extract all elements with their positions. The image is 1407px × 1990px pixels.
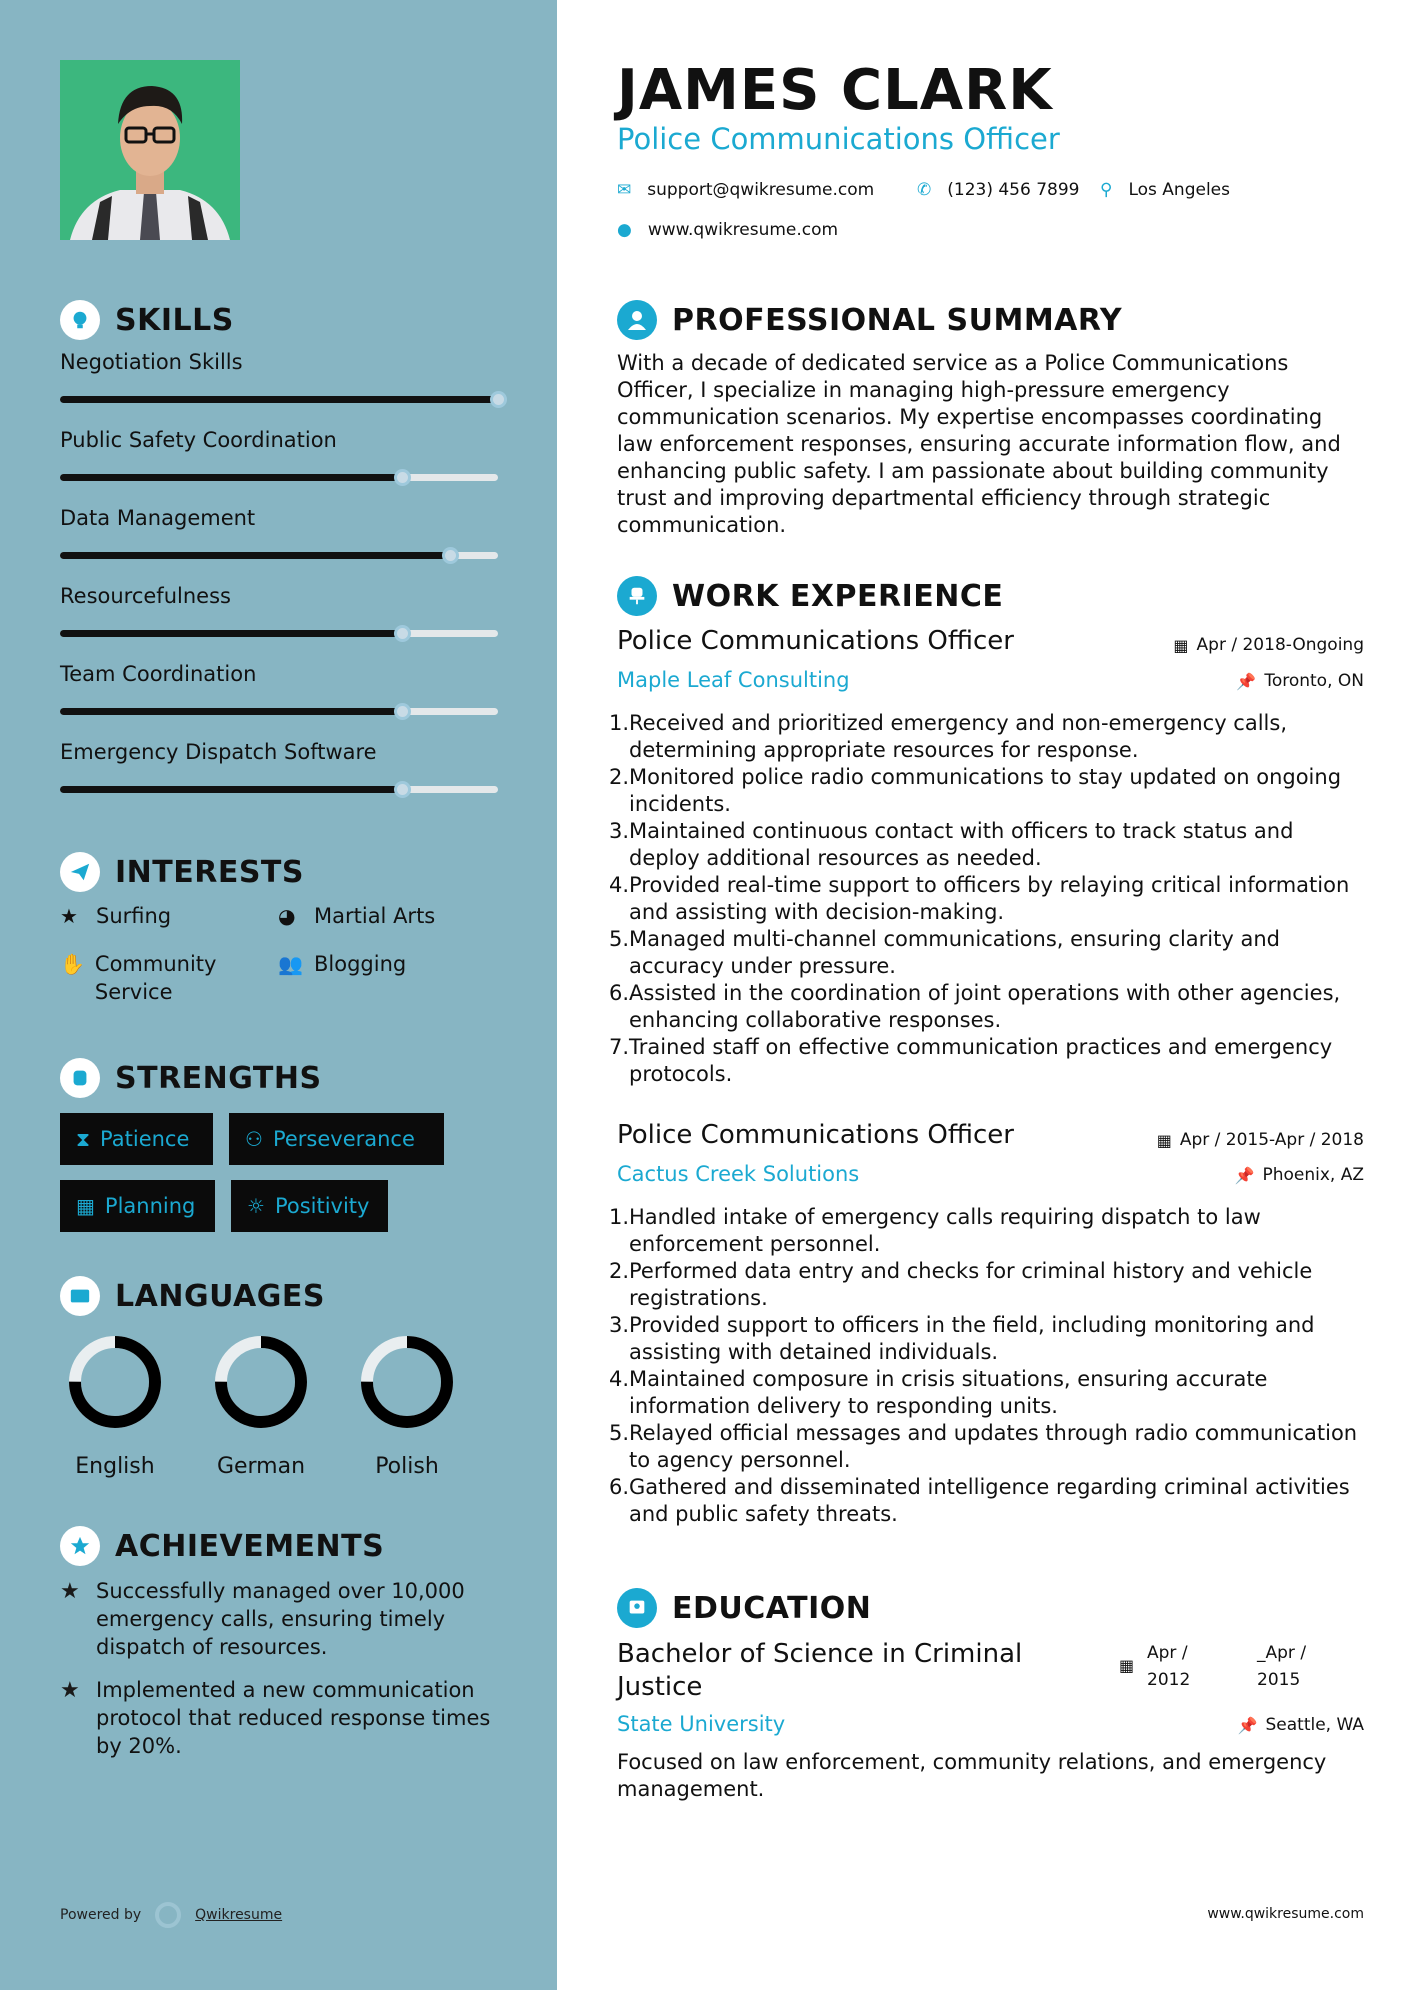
skill-label: Resourcefulness [60,584,231,608]
education-description: Focused on law enforcement, community relations, and emergency management. [617,1750,1327,1801]
skill-bar-fill [60,396,498,403]
skill-bar [60,474,498,481]
education-title: EDUCATION [672,1590,872,1626]
language-item [206,1332,316,1479]
contact-phone: ✆ (123) 456 7899 [917,180,1080,200]
language-gauge [211,1332,311,1432]
paper-plane-icon [60,852,100,892]
interests-title: INTERESTS [115,854,304,890]
candidate-role: Police Communications Officer [617,122,1060,156]
achievements-heading [60,1526,384,1566]
skill-bar [60,708,498,715]
skill-bar-fill [60,786,402,793]
duty-item: 4. Provided real-time support to officers by relaying critical information and assisting with decision-making. [609,873,1350,924]
sidebar [0,0,557,1990]
sun-icon: ☼ [247,1194,265,1218]
job-company: Maple Leaf Consulting [617,668,850,692]
duty-item: 6. Assisted in the coordination of joint operations with other agencies, enhancing collaborative responses. [609,981,1341,1032]
calendar-icon: ▦ [1119,1656,1135,1675]
skill-bar-fill [60,474,402,481]
summary-heading [617,300,1122,340]
skill-label: Data Management [60,506,256,530]
id-card-icon [60,1276,100,1316]
star-icon: ★ [60,1678,80,1703]
duty-item: 3. Maintained continuous contact with officers to track status and deploy additional resources as needed. [609,819,1294,870]
summary-title: PROFESSIONAL SUMMARY [672,302,1123,338]
experience-heading [617,576,1003,616]
education-heading [617,1588,871,1628]
skill-item [60,584,498,637]
interest-item: 👥 Blogging [278,952,407,976]
summary-text: With a decade of dedicated service as a Police Communications Officer, I specialize in managing high-pressure emergency communication scenarios. My expertise encompasses coordinating law enforcement responses, ensuring accurate information flow, and enhancing public safety. I am passionate about building community trust and improving departmental efficiency through strategic communication. [617,351,1341,537]
education-location: 📌 Seattle, WA [1237,1715,1364,1735]
skill-item [60,350,498,403]
job-location: 📌 Toronto, ON [1236,671,1364,691]
skill-item [60,740,498,793]
users-icon: 👥 [278,952,303,976]
languages-title: LANGUAGES [115,1278,325,1314]
hourglass-icon: ⧗ [76,1127,91,1151]
contact-location: ⚲ Los Angeles [1100,180,1230,200]
skills-title: SKILLS [115,302,234,338]
user-icon [617,300,657,340]
duty-item: 2. Performed data entry and checks for criminal history and vehicle registrations. [609,1259,1313,1310]
star-icon: ★ [60,1579,80,1604]
experience-title: WORK EXPERIENCE [672,578,1004,614]
skill-bar-handle [394,781,411,798]
interest-item: ◕ Martial Arts [278,904,436,928]
education-school: State University [617,1712,786,1736]
qwikresume-logo-icon [155,1902,181,1928]
language-item [352,1332,462,1479]
duty-item: 5. Relayed official messages and updates through radio communication to agency personnel. [609,1421,1358,1472]
achievement-item: ★ Implemented a new communication protocol that reduced response times by 20%. [60,1678,491,1758]
strength-tag: ⧗ Patience [60,1113,213,1165]
skills-heading [60,300,234,340]
skill-bar-handle [394,703,411,720]
education-degree: Bachelor of Science in Criminal Justice [617,1639,1023,1702]
skill-bar [60,786,498,793]
skill-label: Public Safety Coordination [60,428,337,452]
duty-item: 4. Maintained composure in crisis situations, ensuring accurate information delivery to responding units. [609,1367,1268,1418]
interest-item: ★ Surfing [60,904,172,928]
skill-bar-fill [60,552,450,559]
duty-item: 1. Received and prioritized emergency and non-emergency calls, determining appropriate resources for response. [609,711,1288,762]
skill-bar-handle [442,547,459,564]
pin-icon: 📌 [1236,671,1257,691]
achievements-title: ACHIEVEMENTS [115,1528,385,1564]
skill-item [60,662,498,715]
strengths-heading [60,1058,322,1098]
powered-by: Powered by Qwikresume [60,1902,282,1928]
interests-heading [60,852,304,892]
job-dates: ▦ Apr / 2015-Apr / 2018 [1156,1130,1364,1150]
strength-tag: ☼ Positivity [231,1180,388,1232]
language-label: German [216,1454,306,1479]
skill-bar-fill [60,630,402,637]
language-label: English [75,1454,155,1479]
skill-label: Negotiation Skills [60,350,243,374]
envelope-icon: ✉ [617,180,632,200]
duty-item: 6. Gathered and disseminated intelligence regarding criminal activities and public safety threats. [609,1475,1350,1526]
contact-email: ✉ support@qwikresume.com [617,180,875,200]
job-duties [609,1204,1367,1528]
job-dates: ▦ Apr / 2018-Ongoing [1173,635,1364,655]
candidate-name: JAMES CLARK [617,58,1053,123]
skill-bar [60,396,498,403]
binoculars-icon: ⚇ [245,1127,263,1151]
map-marker-icon: ⚲ [1100,180,1113,200]
duty-item: 2. Monitored police radio communications to stay updated on ongoing incidents. [609,765,1342,816]
duty-item: 3. Provided support to officers in the field, including monitoring and assisting with detained individuals. [609,1313,1315,1364]
skill-item [60,428,498,481]
skill-bar-handle [394,625,411,642]
duty-item: 1. Handled intake of emergency calls requiring dispatch to law enforcement personnel. [609,1205,1261,1256]
skill-bar-handle [394,469,411,486]
education-end-date: _Apr / 2015 [1257,1643,1307,1690]
hand-icon: ✋ [60,952,85,976]
fist-icon [60,1058,100,1098]
language-label: Polish [375,1454,439,1479]
calendar-icon: ▦ [1156,1130,1172,1150]
education-start-date: ▦ Apr / 2012 [1119,1643,1191,1690]
job-location: 📌 Phoenix, AZ [1234,1165,1364,1185]
language-gauge [65,1332,165,1432]
contact-website: ● www.qwikresume.com [617,220,839,240]
languages-heading [60,1276,325,1316]
duty-item: 7. Trained staff on effective communication practices and emergency protocols. [609,1035,1333,1086]
qwikresume-link[interactable]: Qwikresume [195,1907,283,1923]
phone-icon: ✆ [917,180,932,200]
job-duties [609,710,1367,1088]
chair-icon [617,576,657,616]
language-gauge [357,1332,457,1432]
achievement-item: ★ Successfully managed over 10,000 emergency calls, ensuring timely dispatch of resources. [60,1579,465,1659]
calendar-icon: ▦ [1173,635,1189,655]
globe-icon: ◕ [278,904,296,928]
skill-bar-handle [490,391,507,408]
strength-tag: ⚇ Perseverance [229,1113,444,1165]
calendar-icon: ▦ [76,1194,95,1218]
graduation-icon [617,1588,657,1628]
profile-photo [60,60,240,240]
skill-label: Team Coordination [60,662,257,686]
job-title: Police Communications Officer [617,1120,1014,1150]
globe-icon: ● [617,220,632,240]
language-item [60,1332,170,1479]
interest-item: ✋ Community Service [60,952,217,1004]
skill-bar [60,630,498,637]
pin-icon: 📌 [1234,1165,1255,1185]
pin-icon: 📌 [1237,1715,1258,1735]
strengths-title: STRENGTHS [115,1060,322,1096]
star-icon: ★ [60,904,78,928]
main-content [557,0,1407,1990]
lightbulb-icon [60,300,100,340]
skill-label: Emergency Dispatch Software [60,740,377,764]
strength-tag: ▦ Planning [60,1180,215,1232]
job-title: Police Communications Officer [617,626,1014,656]
duty-item: 5. Managed multi-channel communications, ensuring clarity and accuracy under pressure. [609,927,1280,978]
footer-url[interactable]: www.qwikresume.com [1207,1906,1364,1922]
job-company: Cactus Creek Solutions [617,1162,860,1186]
skill-bar-fill [60,708,402,715]
skill-bar [60,552,498,559]
star-badge-icon [60,1526,100,1566]
skill-item [60,506,498,559]
